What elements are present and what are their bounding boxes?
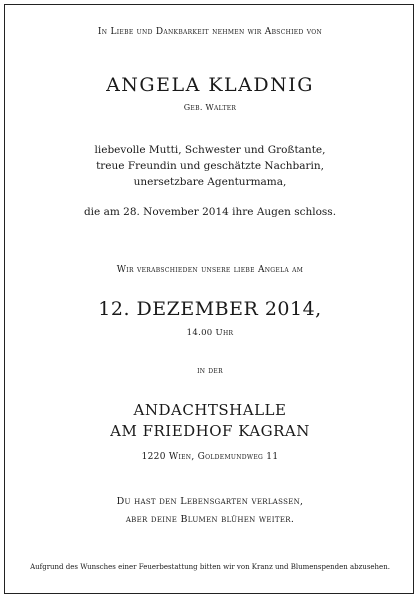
footer-note: Aufgrund des Wunsches einer Feuerbestattung bitten wir von Kranz und Blumenspenden abzusehen. — [30, 563, 390, 571]
description-line: liebevolle Mutti, Schwester und Großtante, — [94, 144, 326, 156]
description-line: treue Freundin und geschätzte Nachbarin, — [96, 160, 324, 172]
venue-name: ANDACHTSHALLE — [133, 401, 287, 419]
venue-name: AM FRIEDHOF KAGRAN — [110, 422, 310, 440]
farewell-text: Wir verabschieden unsere liebe Angela am — [116, 265, 304, 275]
ceremony-time: 14.00 Uhr — [186, 328, 234, 338]
intro-text: In Liebe und Dankbarkeit nehmen wir Abschied von — [97, 27, 323, 37]
deceased-name: ANGELA KLADNIG — [106, 74, 314, 96]
death-date-line: die am 28. November 2014 ihre Augen schloss. — [83, 206, 337, 218]
venue-address: 1220 Wien, Goldemundweg 11 — [141, 452, 279, 462]
description-line: unersetzbare Agenturmama, — [133, 176, 287, 188]
poem-line: Du hast den Lebensgarten verlassen, — [116, 496, 304, 507]
in-der-text: in der — [197, 366, 223, 376]
poem-line: aber deine Blumen blühen weiter. — [125, 514, 295, 525]
maiden-name: Geb. Walter — [183, 103, 237, 112]
ceremony-date: 12. DEZEMBER 2014, — [98, 298, 322, 320]
